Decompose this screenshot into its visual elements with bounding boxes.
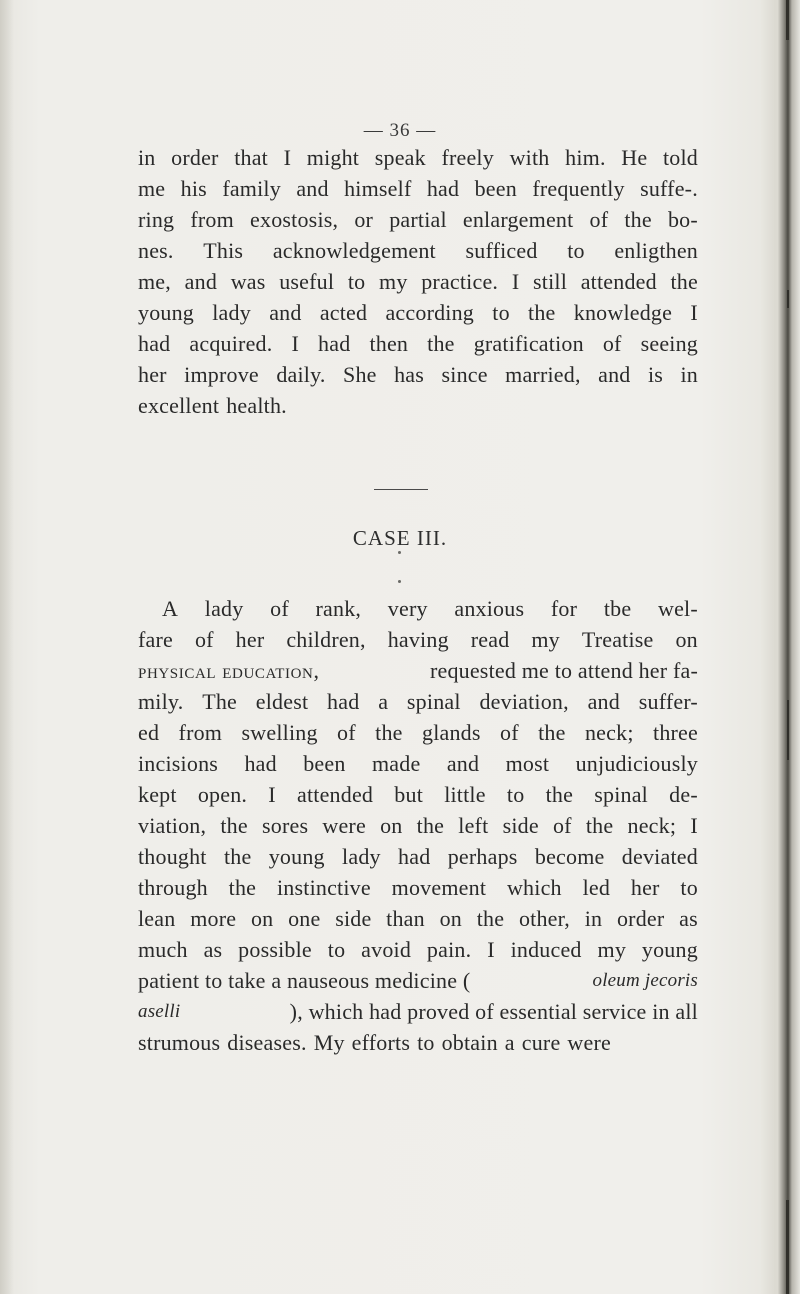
word: open.: [197, 782, 248, 807]
word: of: [589, 207, 609, 232]
text-line: [138, 624, 698, 655]
word: me: [138, 176, 166, 201]
word: I: [487, 937, 495, 962]
word: daily.: [276, 362, 326, 387]
word: family: [222, 176, 281, 201]
word: very: [387, 596, 428, 621]
word: had: [318, 331, 351, 356]
word: enligthen: [614, 238, 698, 263]
word: possible: [238, 937, 312, 962]
word: lady: [212, 300, 251, 325]
word: young: [641, 937, 698, 962]
word: on: [439, 906, 462, 931]
word: her: [138, 362, 167, 387]
paragraph-1: [138, 142, 698, 421]
word: the: [670, 269, 698, 294]
word: obtain: [441, 1030, 498, 1055]
word: told: [662, 145, 698, 170]
word: attended: [297, 782, 374, 807]
text-line: [138, 593, 698, 624]
word: deviated: [621, 844, 698, 869]
word: the: [538, 720, 566, 745]
word: ed: [138, 720, 160, 745]
word: anxious: [454, 596, 525, 621]
word: eldest: [255, 689, 309, 714]
word: and: [446, 751, 480, 776]
word: a: [504, 1030, 515, 1055]
word: I: [283, 145, 292, 170]
word: I: [690, 813, 698, 838]
word: gratification: [473, 331, 584, 356]
word: lady: [342, 844, 381, 869]
word: speak: [374, 145, 426, 170]
word: ring: [138, 207, 175, 232]
word: had: [244, 751, 277, 776]
line-text: ), which had proved of essential service in all: [289, 999, 698, 1024]
word: for: [550, 596, 578, 621]
word: mily.: [138, 689, 184, 714]
word: himself: [344, 176, 412, 201]
word: freely: [441, 145, 494, 170]
word: kept: [138, 782, 177, 807]
word: was: [230, 269, 266, 294]
word: to: [417, 1030, 435, 1055]
word: in: [584, 906, 603, 931]
word: in: [680, 362, 698, 387]
text-line: [138, 204, 698, 235]
word: diseases.: [227, 1030, 307, 1055]
word: the: [220, 813, 248, 838]
word: then: [369, 331, 409, 356]
book-title-smallcaps: physical education,: [138, 658, 320, 683]
page-gutter-shadow: [0, 0, 14, 1294]
word: I: [268, 782, 276, 807]
word: suffe-.: [640, 176, 698, 201]
word: had: [426, 176, 460, 201]
word: read: [470, 627, 510, 652]
word: neck;: [584, 720, 634, 745]
word: had: [138, 331, 171, 356]
word: as: [679, 906, 698, 931]
word: tbe: [603, 596, 632, 621]
word: exostosis,: [250, 207, 339, 232]
word: spinal: [594, 782, 648, 807]
text-line: [138, 872, 698, 903]
word: my: [597, 937, 627, 962]
word: de-: [669, 782, 698, 807]
word: through: [138, 875, 208, 900]
word: has: [394, 362, 425, 387]
word: other,: [518, 906, 570, 931]
word: glands: [422, 720, 481, 745]
word: cure: [521, 1030, 561, 1055]
word: useful: [279, 269, 335, 294]
word: thought: [138, 844, 207, 869]
word: movement: [391, 875, 487, 900]
word: were: [567, 1030, 611, 1055]
word: A: [162, 596, 179, 621]
text-line: [138, 655, 698, 686]
text-line: [138, 359, 698, 390]
ink-speck: [398, 551, 401, 554]
text-line: [138, 903, 698, 934]
word: suffer-: [638, 689, 698, 714]
word: made: [371, 751, 421, 776]
word: seeing: [640, 331, 698, 356]
word: to: [327, 937, 346, 962]
word: side: [335, 906, 372, 931]
text-line: [138, 810, 698, 841]
word: bo-: [667, 207, 698, 232]
word: of: [500, 720, 519, 745]
word: induced: [510, 937, 582, 962]
word: the: [416, 813, 445, 838]
word: had: [327, 689, 360, 714]
word: that: [234, 145, 268, 170]
word: the: [624, 207, 652, 232]
word: strumous: [138, 1030, 221, 1055]
word: lady: [204, 596, 244, 621]
word: which: [506, 875, 562, 900]
word: fare: [138, 627, 173, 652]
word: had: [398, 844, 431, 869]
word: little: [444, 782, 486, 807]
word: as: [203, 937, 223, 962]
word: become: [534, 844, 605, 869]
word: and: [598, 362, 631, 387]
text-line: [138, 390, 698, 421]
word: since: [441, 362, 488, 387]
word: swelling: [241, 720, 318, 745]
word: improve: [184, 362, 259, 387]
word: order: [171, 145, 219, 170]
word: might: [306, 145, 360, 170]
ink-speck: [398, 580, 401, 583]
page-edge: [778, 0, 800, 1294]
word: neck;: [627, 813, 677, 838]
word: He: [621, 145, 648, 170]
word: wel-: [657, 596, 698, 621]
line-text: requested me to attend her fa-: [429, 658, 698, 683]
word: health.: [226, 393, 287, 418]
line-text: patient to take a nauseous medicine (: [138, 968, 471, 993]
paragraph-2: [138, 593, 698, 1058]
word: acted: [319, 300, 368, 325]
word: enlargement: [462, 207, 574, 232]
word: is: [647, 362, 664, 387]
word: from: [178, 720, 223, 745]
word: the: [545, 782, 574, 807]
word: been: [474, 176, 517, 201]
text-line: [138, 717, 698, 748]
word: of: [552, 813, 572, 838]
word: but: [394, 782, 424, 807]
word: him.: [565, 145, 606, 170]
word: acknowledgement: [272, 238, 436, 263]
text-line: [138, 996, 698, 1027]
word: of: [270, 596, 289, 621]
word: my: [531, 627, 560, 652]
text-line: [138, 266, 698, 297]
text-line: [138, 841, 698, 872]
word: on: [250, 906, 274, 931]
word: or: [354, 207, 374, 232]
word: incisions: [138, 751, 219, 776]
word: young: [138, 300, 194, 325]
word: She: [343, 362, 377, 387]
word: partial: [389, 207, 447, 232]
word: of: [337, 720, 356, 745]
word: the: [585, 813, 614, 838]
word: still: [533, 269, 568, 294]
word: practice.: [421, 269, 499, 294]
word: rank,: [315, 596, 362, 621]
word: on: [380, 813, 403, 838]
word: attended: [580, 269, 657, 294]
text-line: [138, 686, 698, 717]
word: to: [567, 238, 585, 263]
word: Treatise: [581, 627, 654, 652]
word: sores: [262, 813, 309, 838]
word: of: [602, 331, 622, 356]
word: his: [180, 176, 207, 201]
word: the: [427, 331, 455, 356]
word: to: [347, 269, 366, 294]
word: I: [690, 300, 698, 325]
word: the: [223, 844, 252, 869]
text-line: [138, 1027, 698, 1058]
latin-term: aselli: [138, 1001, 181, 1022]
word: and: [587, 689, 620, 714]
word: the: [476, 906, 505, 931]
word: in: [138, 145, 156, 170]
word: having: [387, 627, 449, 652]
word: to: [680, 875, 698, 900]
word: left: [458, 813, 489, 838]
word: I: [291, 331, 300, 356]
text-line: [138, 748, 698, 779]
word: The: [202, 689, 237, 714]
word: My: [313, 1030, 345, 1055]
word: than: [386, 906, 425, 931]
word: her: [235, 627, 265, 652]
word: young: [268, 844, 325, 869]
text-line: [138, 173, 698, 204]
text-line: [138, 142, 698, 173]
word: her: [630, 875, 660, 900]
word: and: [296, 176, 329, 201]
word: unjudiciously: [575, 751, 698, 776]
word: of: [194, 627, 214, 652]
word: I: [511, 269, 520, 294]
word: were: [322, 813, 366, 838]
case-heading: CASE III.: [352, 526, 448, 550]
text-line: [138, 328, 698, 359]
word: led: [582, 875, 611, 900]
word: acquired.: [189, 331, 273, 356]
word: the: [228, 875, 257, 900]
word: lean: [138, 906, 176, 931]
word: spinal: [406, 689, 461, 714]
word: with: [509, 145, 550, 170]
word: and: [184, 269, 218, 294]
word: children,: [286, 627, 366, 652]
word: nes.: [138, 238, 174, 263]
word: viation,: [138, 813, 207, 838]
text-line: [138, 235, 698, 266]
word: to: [492, 300, 510, 325]
word: efforts: [351, 1030, 411, 1055]
word: a: [378, 689, 389, 714]
word: been: [303, 751, 346, 776]
text-line: [138, 965, 698, 996]
word: according: [385, 300, 475, 325]
word: side: [502, 813, 539, 838]
text-line: [138, 297, 698, 328]
word: the: [375, 720, 403, 745]
word: my: [379, 269, 408, 294]
word: perhaps: [447, 844, 518, 869]
word: and: [269, 300, 302, 325]
word: much: [138, 937, 188, 962]
latin-term: oleum jecoris: [592, 970, 698, 991]
word: one: [288, 906, 321, 931]
word: pain.: [426, 937, 472, 962]
word: more: [190, 906, 237, 931]
word: order: [616, 906, 665, 931]
word: me,: [138, 269, 171, 294]
word: avoid: [361, 937, 412, 962]
word: instinctive: [276, 875, 371, 900]
section-divider: [374, 489, 428, 490]
word: sufficed: [465, 238, 538, 263]
word: deviation,: [479, 689, 569, 714]
word: married,: [505, 362, 581, 387]
word: excellent: [138, 393, 220, 418]
text-line: [138, 934, 698, 965]
page-number: — 36 —: [363, 120, 437, 141]
text-line: [138, 779, 698, 810]
word: three: [653, 720, 698, 745]
word: on: [675, 627, 698, 652]
word: knowledge: [573, 300, 673, 325]
word: most: [505, 751, 550, 776]
word: frequently: [532, 176, 625, 201]
word: to: [506, 782, 525, 807]
word: from: [190, 207, 234, 232]
word: This: [203, 238, 244, 263]
word: the: [528, 300, 556, 325]
